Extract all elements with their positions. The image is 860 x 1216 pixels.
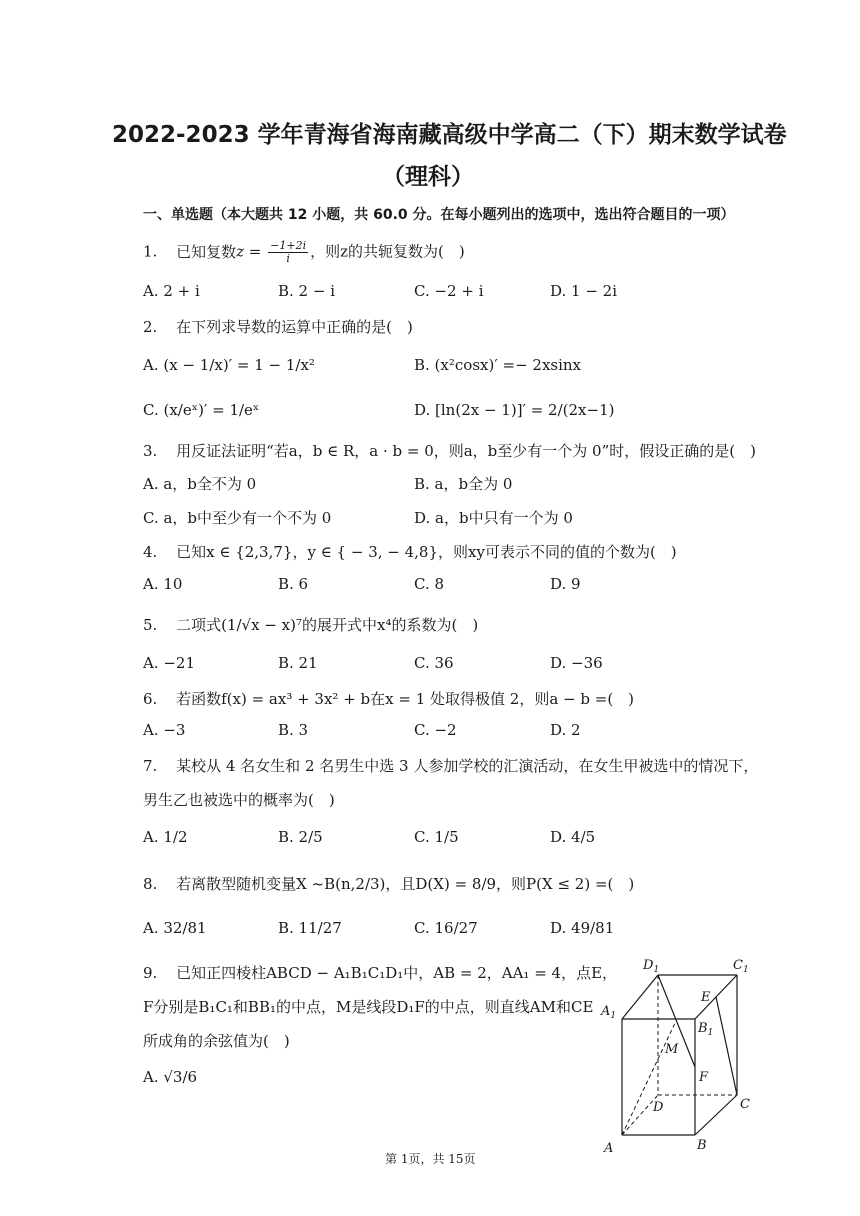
- label-a: A: [604, 1141, 614, 1156]
- option-a[interactable]: A. √3/6: [143, 1068, 198, 1086]
- question-number: 8.: [143, 875, 158, 893]
- question-7-line2: 男生乙也被选中的概率为( ): [143, 791, 335, 809]
- option-b[interactable]: B. (x²cosx)′ =− 2xsinx: [414, 356, 582, 374]
- option-a[interactable]: A. 10: [143, 575, 183, 593]
- question-5: [143, 614, 478, 635]
- option-b[interactable]: B. 21: [278, 654, 318, 672]
- option-c[interactable]: C. 36: [414, 654, 454, 672]
- option-b[interactable]: B. 2 − i: [278, 282, 336, 300]
- option-c[interactable]: C. 1/5: [414, 828, 459, 846]
- option-b[interactable]: B. 6: [278, 575, 309, 593]
- option-a[interactable]: A. 32/81: [143, 919, 207, 937]
- edge-a1d1: [622, 975, 658, 1019]
- question-8: [143, 873, 634, 894]
- question-number: 7.: [143, 757, 158, 775]
- segment-ec: [716, 997, 737, 1095]
- question-text: 用反证法证明“若a，b ∈ R，a · b = 0，则a，b至少有一个为 0”时，假设正确的是( ): [176, 442, 756, 460]
- math-expr: z =: [236, 242, 262, 261]
- question-text: 若离散型随机变量X ~B(n,2/3)，且D(X) = 8/9，则P(X ≤ 2) =( ): [176, 875, 635, 893]
- question-9-line3: 所成角的余弦值为( ): [143, 1032, 290, 1050]
- question-3: [143, 440, 756, 461]
- label-m: M: [665, 1042, 679, 1057]
- option-a[interactable]: A. a，b全不为 0: [143, 475, 257, 493]
- question-text: 已知复数: [176, 242, 237, 261]
- prism-figure: [595, 955, 770, 1160]
- label-c1: $C_1$: [733, 958, 749, 975]
- question-1: [143, 240, 465, 265]
- label-b1: $B_1$: [698, 1021, 714, 1038]
- title-line1: 2022-2023 学年青海省海南藏高级中学高二（下）期末数学试卷: [112, 122, 787, 148]
- option-c[interactable]: C. (x/eˣ)′ = 1/eˣ: [143, 401, 260, 419]
- label-c: C: [740, 1097, 750, 1112]
- question-9: [143, 962, 617, 983]
- option-c[interactable]: C. 16/27: [414, 919, 478, 937]
- question-4: [143, 541, 677, 562]
- option-d[interactable]: D. −36: [550, 654, 603, 672]
- label-a1: $A_1$: [601, 1004, 617, 1021]
- option-d[interactable]: D. 4/5: [550, 828, 596, 846]
- question-number: 5.: [143, 616, 158, 634]
- option-a[interactable]: A. 1/2: [143, 828, 188, 846]
- option-b[interactable]: B. 2/5: [278, 828, 323, 846]
- question-text: 某校从 4 名女生和 2 名男生中选 3 人参加学校的汇演活动，在女生甲被选中的情况下，: [176, 757, 759, 775]
- option-c[interactable]: C. 8: [414, 575, 445, 593]
- page-footer: 第 1页，共 15页: [385, 1152, 476, 1166]
- option-a[interactable]: A. −3: [143, 721, 186, 739]
- question-number: 6.: [143, 690, 158, 708]
- option-b[interactable]: B. 3: [278, 721, 309, 739]
- section-heading: 一、单选题（本大题共 12 小题，共 60.0 分。在每小题列出的选项中，选出符合题目的一项）: [143, 207, 735, 223]
- label-e: E: [701, 990, 711, 1005]
- title-line2: （理科）: [382, 164, 474, 190]
- option-c[interactable]: C. −2: [414, 721, 457, 739]
- label-d1: $D_1$: [643, 958, 660, 975]
- option-c[interactable]: C. −2 + i: [414, 282, 484, 300]
- question-number: 2.: [143, 318, 158, 336]
- question-7: [143, 755, 758, 776]
- question-text: 在下列求导数的运算中正确的是( ): [176, 318, 413, 336]
- question-text: 已知正四棱柱ABCD − A₁B₁C₁D₁中，AB = 2，AA₁ = 4，点E，: [176, 964, 618, 982]
- question-number: 9.: [143, 964, 158, 982]
- option-d[interactable]: D. 2: [550, 721, 581, 739]
- option-d[interactable]: D. 1 − 2i: [550, 282, 618, 300]
- option-d[interactable]: D. [ln(2x − 1)]′ = 2/(2x−1): [414, 401, 615, 419]
- option-a[interactable]: A. (x − 1/x)′ = 1 − 1/x²: [143, 356, 315, 374]
- edge-bc: [695, 1095, 737, 1135]
- label-b: B: [697, 1138, 707, 1153]
- question-6: [143, 688, 634, 709]
- question-text: 二项式(1/√x − x)⁷的展开式中x⁴的系数为( ): [176, 616, 479, 634]
- option-d[interactable]: D. 49/81: [550, 919, 615, 937]
- question-2: [143, 316, 413, 337]
- label-f: F: [699, 1070, 709, 1085]
- question-text: 已知x ∈ {2,3,7}，y ∈ { − 3, − 4,8}，则xy可表示不同的值的个数为( ): [176, 543, 677, 561]
- option-a[interactable]: A. 2 + i: [143, 282, 200, 300]
- option-a[interactable]: A. −21: [143, 654, 196, 672]
- option-d[interactable]: D. 9: [550, 575, 581, 593]
- option-b[interactable]: B. a，b全为 0: [414, 475, 513, 493]
- fraction: $\frac{-1+2i}{i}$: [270, 239, 307, 266]
- question-9-line2: F分别是B₁C₁和BB₁的中点，M是线段D₁F的中点，则直线AM和CE: [143, 998, 594, 1016]
- question-number: 3.: [143, 442, 158, 460]
- question-text: 若函数f(x) = ax³ + 3x² + b在x = 1 处取得极值 2，则a − b =( ): [176, 690, 635, 708]
- option-c[interactable]: C. a，b中至少有一个不为 0: [143, 509, 332, 527]
- question-number: 4.: [143, 543, 158, 561]
- label-d: D: [653, 1100, 664, 1115]
- question-text-tail: ，则z的共轭复数为( ): [310, 242, 465, 261]
- segment-am-hidden: [622, 1021, 676, 1135]
- question-number: 1.: [143, 242, 158, 261]
- option-d[interactable]: D. a，b中只有一个为 0: [414, 509, 573, 527]
- option-b[interactable]: B. 11/27: [278, 919, 342, 937]
